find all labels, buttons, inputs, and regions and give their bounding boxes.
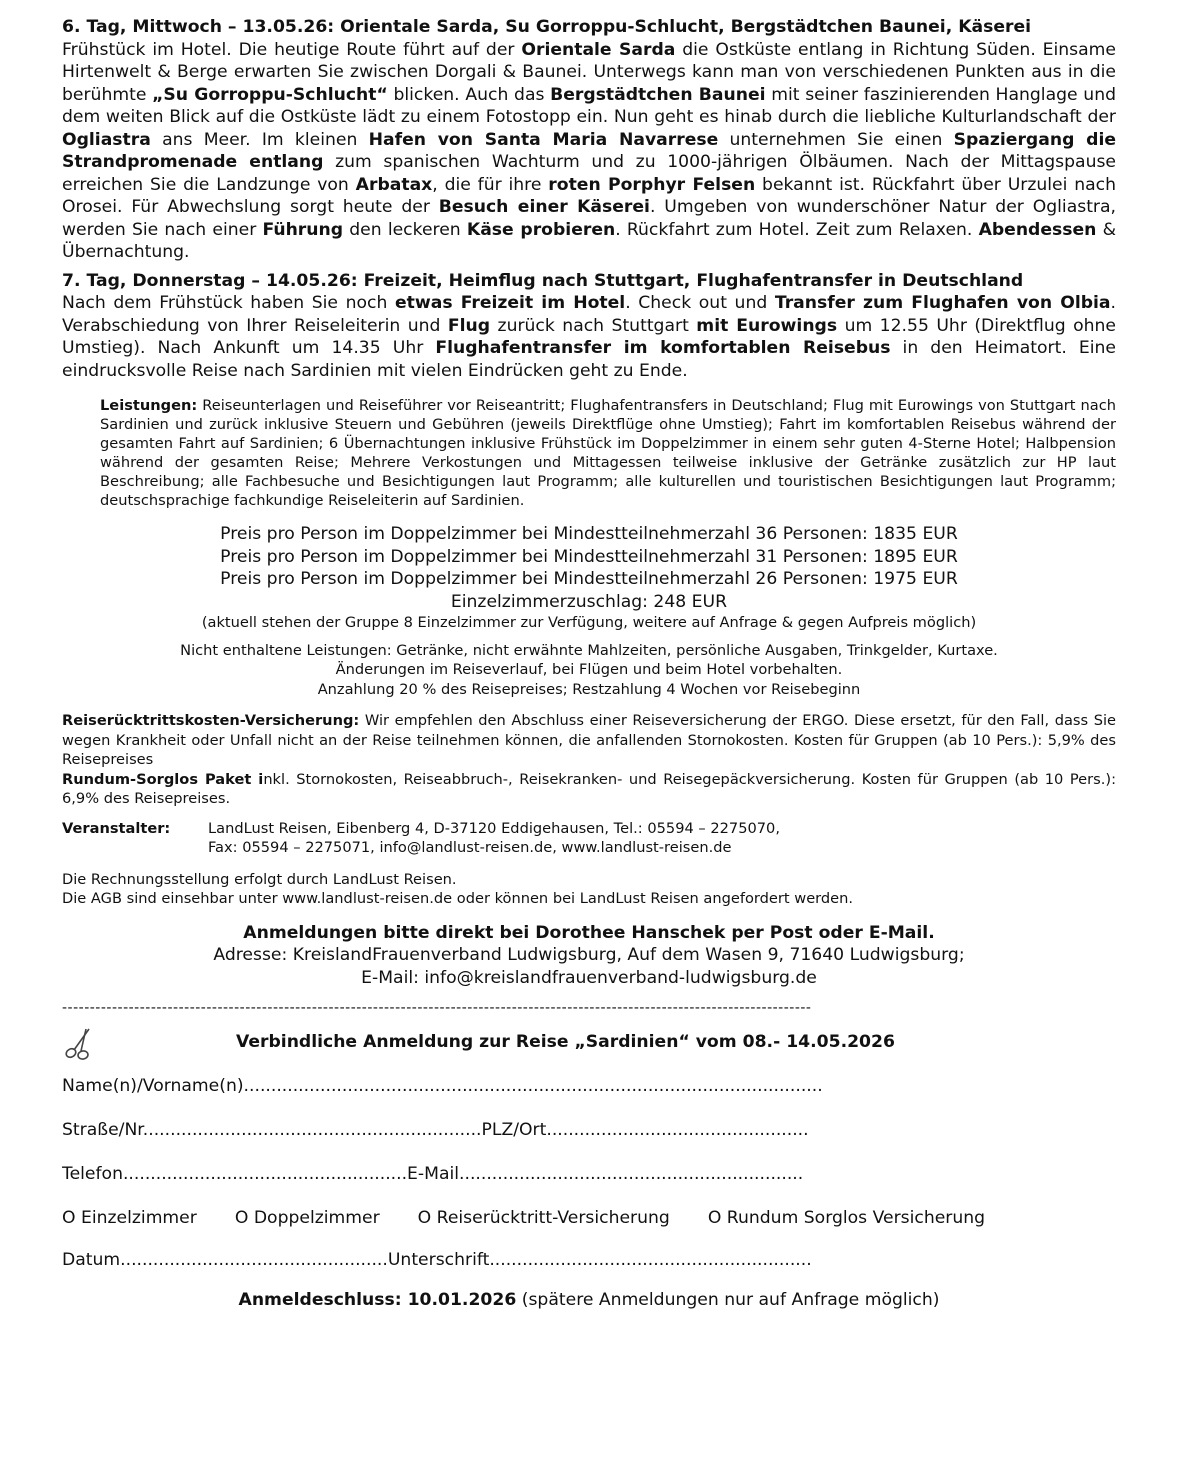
day6-body <box>62 39 1116 264</box>
option-checkboxes <box>62 1207 1116 1229</box>
form-header <box>62 1025 1116 1059</box>
price-list <box>62 523 1116 613</box>
day6-section <box>62 16 1116 264</box>
street-field[interactable]: Straße/Nr..............................................................PLZ/Ort................................................ <box>62 1120 809 1140</box>
bold-text: Bergstädtchen Baunei <box>550 84 766 105</box>
text-run: um 12.55 Uhr (Direktflug ohne Umstieg). Nach Ankunft um 14.35 Uhr <box>62 315 1116 358</box>
text-run: Frühstück im Hotel. Die heutige Route führt auf der <box>62 39 522 60</box>
document-page <box>62 16 1116 1311</box>
package-label: Rundum-Sorglos Paket i <box>62 770 264 788</box>
text-run: mit seiner faszinierenden Hanglage und dem weiten Blick auf die Ostküste lädt zu einem Fotostopp ein. Nun geht es hinab durch die liebliche Kulturlandschaft der <box>62 84 1117 127</box>
text-run: blicken. Auch das <box>387 84 551 105</box>
bold-text: Flughafentransfer im komfortablen Reisebus <box>435 338 891 358</box>
text-run: . Umgeben von wunderschöner Natur der Ogliastra, werden Sie nach einer <box>62 197 1116 240</box>
bold-text: Arbatax <box>355 174 433 195</box>
billing-block <box>62 870 1116 908</box>
bold-text: roten Porphyr Felsen <box>548 174 756 195</box>
deadline-note: (spätere Anmeldungen nur auf Anfrage möglich) <box>516 1290 940 1310</box>
bold-text: Orientale Sarda <box>521 39 676 60</box>
insurance-block <box>62 711 1116 809</box>
bold-text: Abendessen <box>978 219 1097 240</box>
organizer-label: Veranstalter: <box>62 819 171 837</box>
registration-title: Anmeldungen bitte direkt bei Dorothee Hanschek per Post oder E-Mail. <box>243 922 935 943</box>
bold-text: Flug <box>447 315 491 336</box>
organizer-line: Fax: 05594 – 2275071, info@landlust-reisen.de, www.landlust-reisen.de <box>208 839 732 856</box>
phone-email-field[interactable]: Telefon....................................................E-Mail............................................................... <box>62 1164 804 1184</box>
deadline-line <box>62 1289 1116 1311</box>
bold-text: Hafen von Santa Maria Navarrese <box>368 129 719 150</box>
deadline-label: Anmeldeschluss: 10.01.2026 <box>238 1290 517 1310</box>
bold-text: mit Eurowings <box>696 315 838 336</box>
organizer-block <box>62 819 1116 858</box>
note-line: Anzahlung 20 % des Reisepreises; Restzahlung 4 Wochen vor Reisebeginn <box>317 680 861 698</box>
text-run: bekannt ist. Rückfahrt über Urzulei nach Orosei. Für Abwechslung sorgt heute der <box>62 174 1116 217</box>
text-run: zum spanischen Wachturm und zu 1000-jährigen Ölbäumen. Nach der Mittagspause erreichen Sie die Landzunge von <box>62 152 1117 195</box>
organizer-details <box>208 819 780 858</box>
text-run: zurück nach Stuttgart <box>490 315 697 336</box>
name-field[interactable]: Name(n)/Vorname(n).......................................................................................................... <box>62 1076 823 1096</box>
bold-text: „Su Gorroppu-Schlucht“ <box>152 84 388 105</box>
text-run: . Verabschiedung von Ihrer Reiseleiterin und <box>62 293 1116 336</box>
cut-line: --------------------------------------------------------------------------------------------------------------------------------------- <box>62 1000 812 1016</box>
day7-heading: 7. Tag, Donnerstag – 14.05.26: Freizeit, Heimflug nach Stuttgart, Flughafentransfer in Deutschland <box>62 270 1024 291</box>
day7-section <box>62 270 1116 383</box>
day6-heading: 6. Tag, Mittwoch – 13.05.26: Orientale Sarda, Su Gorroppu-Schlucht, Bergstädtchen Baunei, Käserei <box>62 17 1032 37</box>
text-run: . Check out und <box>625 293 775 313</box>
text-run: ans Meer. Im kleinen <box>150 129 369 150</box>
bold-text: Spaziergang die Strandpromenade entlang <box>62 129 1116 172</box>
organizer-line: LandLust Reisen, Eibenberg 4, D-37120 Eddigehausen, Tel.: 05594 – 2275070, <box>208 819 780 837</box>
text-run: in den Heimatort. Eine eindrucksvolle Reise nach Sardinien mit vielen Eindrücken geht zu Ende. <box>62 338 1117 381</box>
package-text: nkl. Stornokosten, Reiseabbruch-, Reisekranken- und Reisegepäckversicherung. Kosten für Gruppen (ab 10 Pers.): 6,9% des Reisepreises. <box>62 770 1116 807</box>
bold-text: Besuch einer Käserei <box>438 197 650 217</box>
single-room-checkbox[interactable]: O Einzelzimmer <box>62 1208 197 1228</box>
services-block <box>100 396 1116 510</box>
billing-line: Die Rechnungsstellung erfolgt durch LandLust Reisen. <box>62 870 457 888</box>
notes-block <box>62 641 1116 700</box>
price-line: Preis pro Person im Doppelzimmer bei Mindestteilnehmerzahl 36 Personen: 1835 EUR <box>220 524 958 544</box>
bold-text: Führung <box>262 219 344 240</box>
bold-text: etwas Freizeit im Hotel <box>395 293 626 313</box>
text-run: . Rückfahrt zum Hotel. Zeit zum Relaxen. <box>615 219 979 240</box>
text-run: die Ostküste entlang in Richtung Süden. Einsame Hirtenwelt & Berge erwarten Sie zwischen Dorgali & Baunei. Unterwegs kann man von verschiedenen Punkten aus in die berühmte <box>62 39 1116 105</box>
insurance-text: Wir empfehlen den Abschluss einer Reiseversicherung der ERGO. Diese ersetzt, für den Fall, dass Sie wegen Krankheit oder Unfall nicht an der Reise teilnehmen können, die anfallenden Stornokosten. Kosten für Gruppen (ab 10 Pers.): 5,9% des Reisepreises <box>62 712 1116 768</box>
date-signature-field[interactable]: Datum.................................................Unterschrift........................................................... <box>62 1250 812 1270</box>
note-line: Änderungen im Reiseverlauf, bei Flügen und beim Hotel vorbehalten. <box>335 661 843 678</box>
text-run: Nach dem Frühstück haben Sie noch <box>62 293 395 313</box>
double-room-checkbox[interactable]: O Doppelzimmer <box>234 1208 380 1228</box>
form-title: Verbindliche Anmeldung zur Reise „Sardinien“ vom 08.- 14.05.2026 <box>236 1032 895 1052</box>
note-line: Nicht enthaltene Leistungen: Getränke, nicht erwähnte Mahlzeiten, persönliche Ausgaben, Trinkgelder, Kurtaxe. <box>180 641 998 659</box>
registration-info <box>62 922 1116 990</box>
text-run: unternehmen Sie einen <box>718 129 954 150</box>
bold-text: Transfer zum Flughafen von Olbia <box>774 293 1111 313</box>
insurance-label: Reiserücktrittskosten-Versicherung: <box>62 712 360 729</box>
services-label: Leistungen: <box>100 397 198 414</box>
price-line: Preis pro Person im Doppelzimmer bei Mindestteilnehmerzahl 31 Personen: 1895 EUR <box>220 546 958 567</box>
bold-text: Ogliastra <box>62 129 151 150</box>
carefree-insurance-checkbox[interactable]: O Rundum Sorglos Versicherung <box>707 1208 986 1228</box>
billing-line: Die AGB sind einsehbar unter www.landlust-reisen.de oder können bei LandLust Reisen angefordert werden. <box>62 889 854 907</box>
text-run: & Übernachtung. <box>62 219 1116 262</box>
cancellation-insurance-checkbox[interactable]: O Reiserücktritt-Versicherung <box>417 1208 670 1228</box>
bold-text: Käse probieren <box>466 219 616 240</box>
single-room-surcharge: Einzelzimmerzuschlag: 248 EUR <box>450 591 728 612</box>
single-room-note: (aktuell stehen der Gruppe 8 Einzelzimmer zur Verfügung, weitere auf Anfrage & gegen Aufpreis möglich) <box>201 614 977 631</box>
services-text: Reiseunterlagen und Reiseführer vor Reiseantritt; Flughafentransfers in Deutschland; Flug mit Eurowings von Stuttgart nach Sardinien und zurück inklusive Steuern und Gebühren (jeweils Direktflüge ohne Umstieg); Fahrt im komfortablen Reisebus während der gesamten Fahrt auf Sardinien; 6 Übernachtungen inklusive Frühstück im Doppelzimmer in einem sehr guten 4-Sterne Hotel; Halbpension während der gesamten Reise; Mehrere Verkostungen und Mittagessen teilweise inklusive der Getränke zusätzlich zur HP laut Beschreibung; alle Fachbesuche und Besichtigungen laut Programm; alle kulturellen und touristischen Besichtigungen laut Programm; deutschsprachige fachkundige Reiseleiterin auf Sardinien. <box>100 397 1116 509</box>
price-line: Preis pro Person im Doppelzimmer bei Mindestteilnehmerzahl 26 Personen: 1975 EUR <box>220 569 958 589</box>
registration-address: Adresse: KreislandFrauenverband Ludwigsburg, Auf dem Wasen 9, 71640 Ludwigsburg; <box>213 945 965 965</box>
text-run: , die für ihre <box>432 174 549 195</box>
scissors-icon <box>62 1025 98 1065</box>
text-run: den leckeren <box>343 219 467 240</box>
day7-body <box>62 292 1116 382</box>
registration-email: E-Mail: info@kreislandfrauenverband-ludwigsburg.de <box>361 967 817 988</box>
